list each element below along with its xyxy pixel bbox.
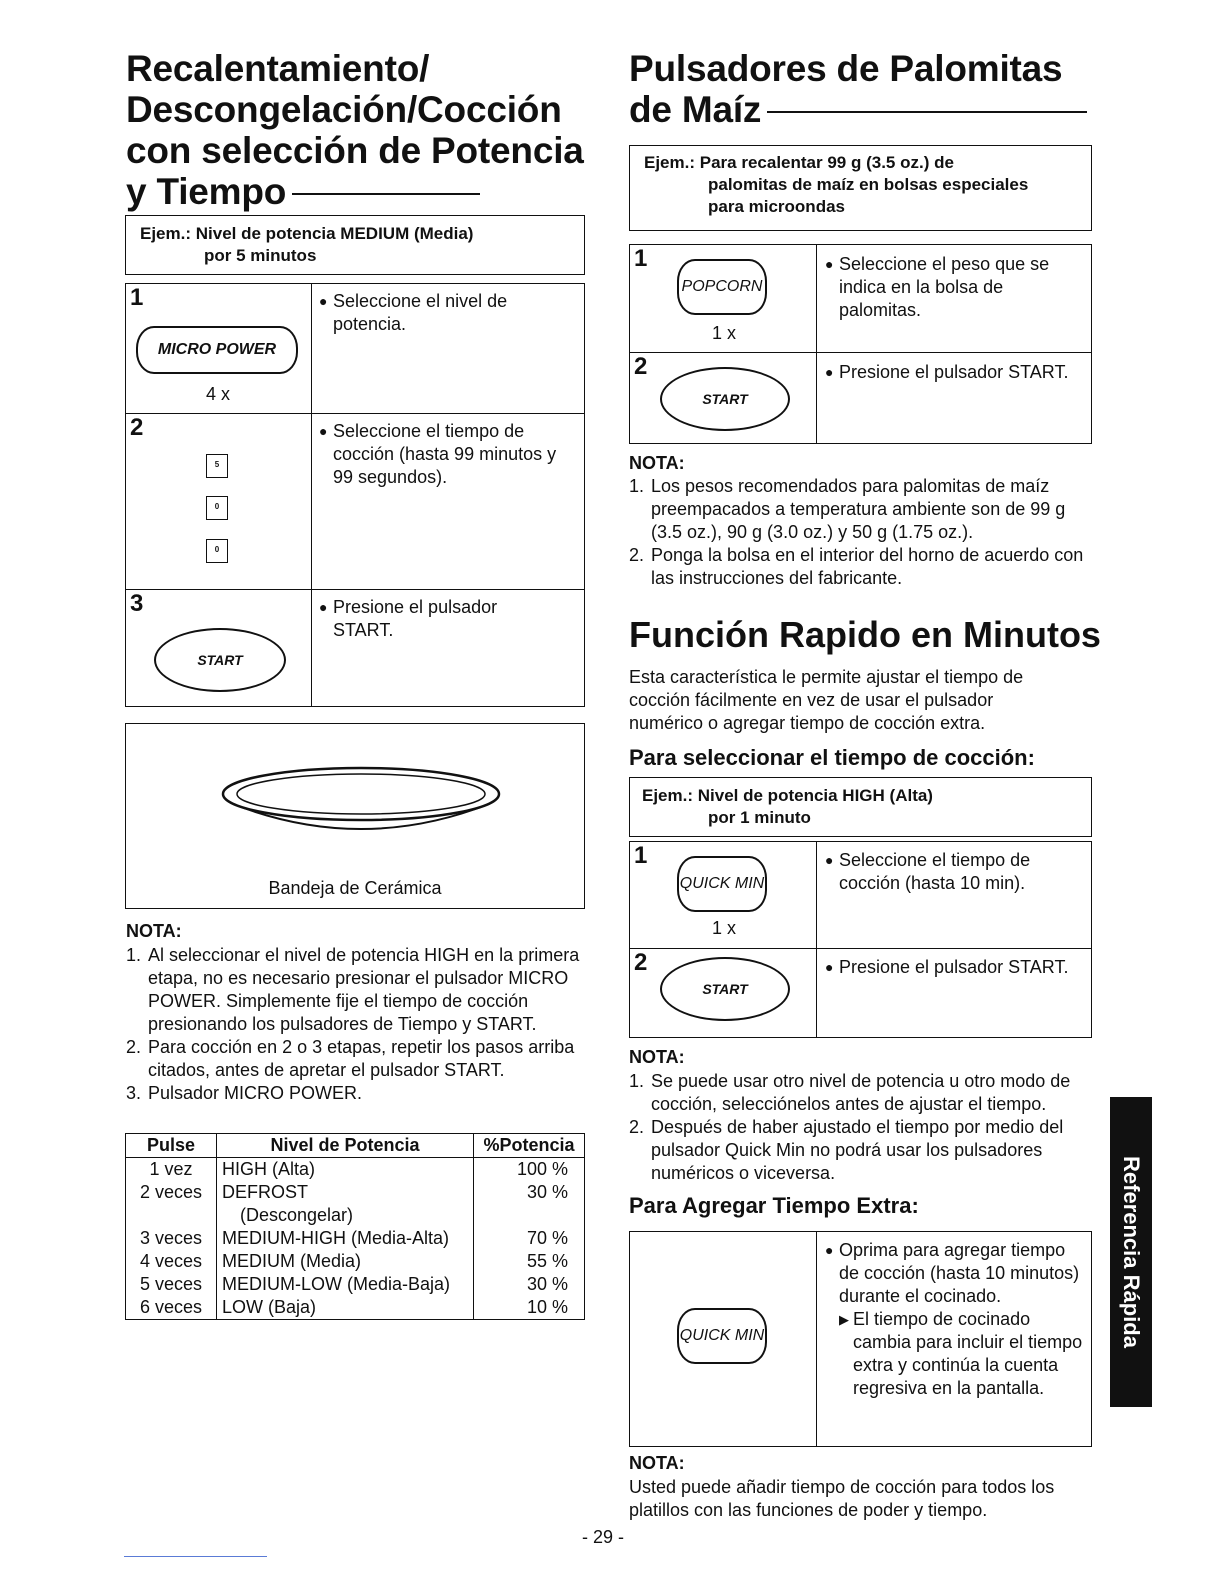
step-row <box>126 413 584 590</box>
section-side-tab: Referencia Rápida <box>1110 1097 1152 1407</box>
ceramic-tray-illustration <box>211 756 511 846</box>
col-header: Nivel de Potencia <box>217 1134 474 1158</box>
popcorn-notes-list <box>629 475 1099 590</box>
step-number: 2 <box>634 949 648 976</box>
step-row <box>630 245 1091 352</box>
extra-time-result: ▶ El tiempo de cocinado cambia para incluir el tiempo extra y continúa la cuenta regresiva en la pantalla. <box>839 1309 1083 1398</box>
quick-min-subtitle-2: Para Agregar Tiempo Extra: <box>629 1193 919 1218</box>
extra-nota-text: Usted puede añadir tiempo de cocción para todos los platillos con las funciones de poder y tiempo. <box>629 1477 1055 1520</box>
title-rule <box>767 111 1087 113</box>
table-row: 2 veces DEFROST (Descongelar) 30 % <box>126 1181 585 1227</box>
left-title: Recalentamiento/ Descongelación/Cocción con selección de Potencia y Tiempo <box>126 48 584 212</box>
note-item: 1. Al seleccionar el nivel de potencia HIGH en la primera etapa, no es necesario presionar el pulsador MICRO POWER. Simplemente fije el tiempo de cocción presionando los pulsadores de Tiempo y START. <box>126 945 580 1034</box>
popcorn-example-box: Ejem.: Para recalentar 99 g (3.5 oz.) de palomitas de maíz en bolsas especiales para microondas <box>629 145 1092 231</box>
quick-min-key[interactable]: QUICK MIN <box>677 1308 767 1364</box>
step-number: 3 <box>130 590 144 617</box>
table-row: 1 vez HIGH (Alta) 100 % <box>126 1158 585 1182</box>
digit-0-key[interactable]: 0 <box>206 539 228 563</box>
step-number: 2 <box>634 353 648 380</box>
power-level-table <box>125 1133 585 1320</box>
table-header-row <box>126 1134 585 1158</box>
quick-min-title: Función Rapido en Minutos <box>629 614 1101 655</box>
note-item: 2. Ponga la bolsa en el interior del horno de acuerdo con las instrucciones del fabricante. <box>629 545 1084 588</box>
popcorn-steps-table <box>629 244 1092 444</box>
col-header: %Potencia <box>474 1134 585 1158</box>
table-row: 6 veces LOW (Baja) 10 % <box>126 1296 585 1320</box>
digit-0-key[interactable]: 0 <box>206 496 228 520</box>
start-key[interactable]: START <box>660 957 790 1021</box>
left-nota-title: NOTA: <box>126 921 182 941</box>
press-count: 1 x <box>712 918 737 938</box>
step-instruction: ● Presione el pulsador START. <box>319 597 498 640</box>
left-steps-table <box>125 283 585 707</box>
arrow-right-icon: ▶ <box>839 1312 849 1327</box>
extra-nota-title: NOTA: <box>629 1453 685 1473</box>
page-number: - 29 - <box>582 1527 625 1547</box>
note-item: 1. Los pesos recomendados para palomitas de maíz preempacados a temperatura ambiente son de 99 g (3.5 oz.), 90 g (3.0 oz.) y 50 g (1.75 oz.). <box>629 476 1066 542</box>
quick-steps-table <box>629 841 1092 1038</box>
extra-time-instruction: ● Oprima para agregar tiempo de cocción (hasta 10 minutos) durante el cocinado. ▶ El tiempo de cocinado cambia para incluir el tiempo extra y continúa la cuenta regresiva en la pantalla. <box>825 1240 1083 1398</box>
step-instruction: ● Seleccione el tiempo de cocción (hasta 10 min). <box>825 850 1031 893</box>
right-title: Pulsadores de Palomitas de Maíz <box>629 48 1099 130</box>
quick-min-intro: Esta característica le permite ajustar el tiempo de cocción fácilmente en vez de usar el pulsador numérico o agregar tiempo de cocción extra. <box>629 667 1024 733</box>
table-row: 4 veces MEDIUM (Media) 55 % <box>126 1250 585 1273</box>
table-row: 3 veces MEDIUM-HIGH (Media-Alta) 70 % <box>126 1227 585 1250</box>
start-key[interactable]: START <box>154 628 286 692</box>
step-row <box>126 589 584 709</box>
quick-min-subtitle-1: Para seleccionar el tiempo de cocción: <box>629 745 1035 770</box>
step-number: 2 <box>130 414 144 441</box>
step-number: 1 <box>130 284 144 311</box>
left-example-box: Ejem.: Nivel de potencia MEDIUM (Media) por 5 minutos <box>125 215 585 275</box>
popcorn-key[interactable]: POPCORN <box>677 259 767 315</box>
step-number: 1 <box>634 245 648 272</box>
step-instruction: ● Seleccione el nivel de potencia. <box>319 291 508 334</box>
step-row <box>630 948 1091 1040</box>
popcorn-nota-title: NOTA: <box>629 453 685 473</box>
quick-notes-list <box>629 1070 1107 1185</box>
step-row <box>630 352 1091 446</box>
quick-min-key[interactable]: QUICK MIN <box>677 856 767 912</box>
start-key[interactable]: START <box>660 367 790 431</box>
footer-rule <box>124 1556 267 1557</box>
quick-example-box: Ejem.: Nivel de potencia HIGH (Alta) por 1 minuto <box>629 777 1092 837</box>
step-row <box>126 284 584 413</box>
step-number: 1 <box>634 842 648 869</box>
step-instruction: ● Seleccione el peso que se indica en la bolsa de palomitas. <box>825 254 1050 320</box>
table-row: 5 veces MEDIUM-LOW (Media-Baja) 30 % <box>126 1273 585 1296</box>
step-instruction: ● Presione el pulsador START. <box>825 957 1069 977</box>
quick-nota-title: NOTA: <box>629 1047 685 1067</box>
press-count: 1 x <box>712 323 737 343</box>
step-instruction: ● Seleccione el tiempo de cocción (hasta 99 minutos y 99 segundos). <box>319 421 557 487</box>
tray-caption: Bandeja de Cerámica <box>268 878 442 898</box>
step-row <box>630 842 1091 948</box>
press-count: 4 x <box>206 384 231 404</box>
digit-5-key[interactable]: 5 <box>206 454 228 478</box>
tray-figure-box <box>125 723 585 909</box>
note-item: 1. Se puede usar otro nivel de potencia u otro modo de cocción, selecciónelos antes de ajustar el tiempo. <box>629 1071 1071 1114</box>
note-item: 3. Pulsador MICRO POWER. <box>126 1083 363 1103</box>
col-header: Pulse <box>126 1134 217 1158</box>
step-instruction: ● Presione el pulsador START. <box>825 362 1069 382</box>
left-notes-list <box>126 944 596 1105</box>
title-rule <box>292 193 480 195</box>
extra-time-table <box>629 1231 1092 1447</box>
note-item: 2. Después de haber ajustado el tiempo por medio del pulsador Quick Min no podrá usar los pulsadores numéricos o viceversa. <box>629 1117 1064 1183</box>
micro-power-key[interactable]: MICRO POWER <box>136 326 298 374</box>
note-item: 2. Para cocción en 2 o 3 etapas, repetir los pasos arriba citados, antes de apretar el pulsador START. <box>126 1037 575 1080</box>
